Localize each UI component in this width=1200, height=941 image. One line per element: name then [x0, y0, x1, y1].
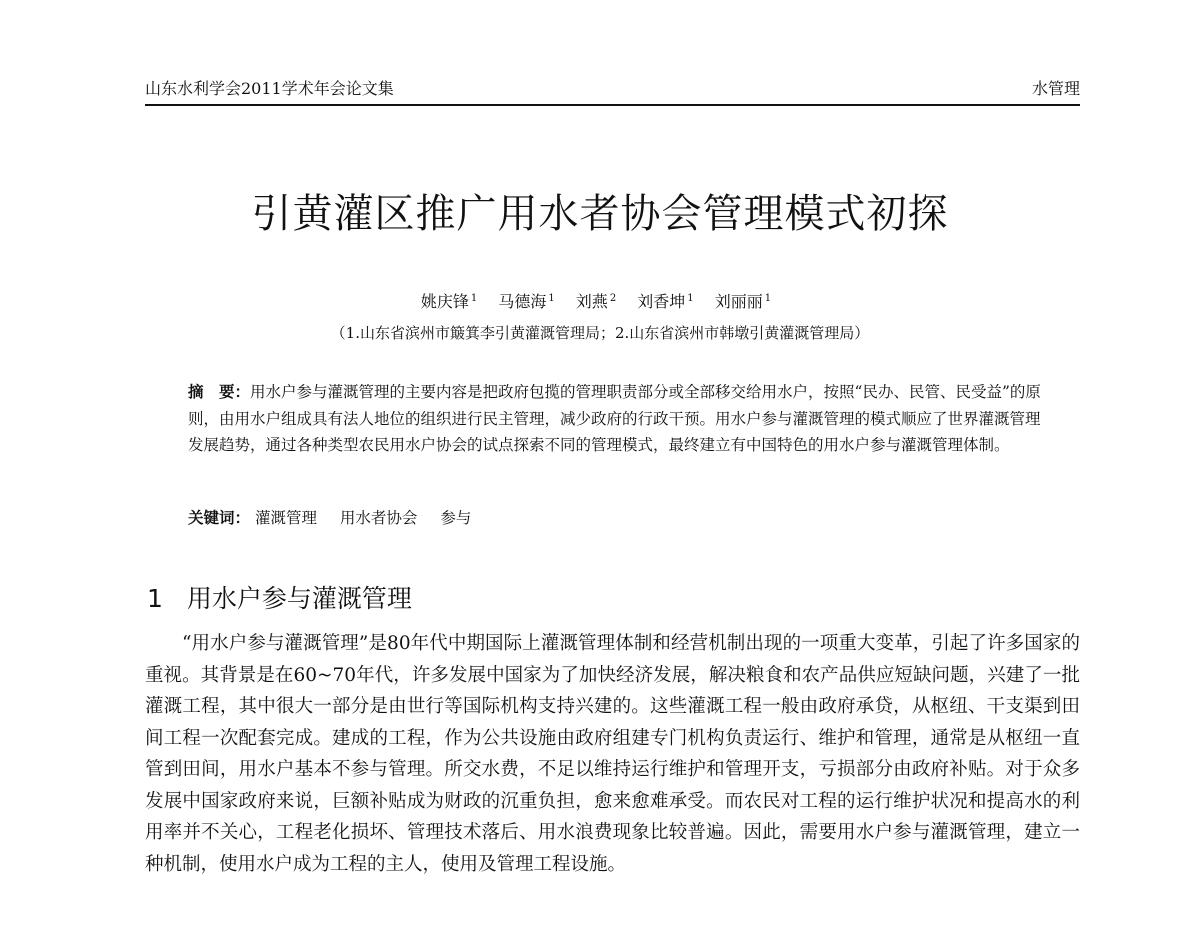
body-text: [145, 628, 1080, 880]
author-affil-mark: 1: [470, 292, 478, 304]
paper-title: 引黄灌区推广用水者协会管理模式初探: [251, 191, 949, 237]
author-name: 姚庆锋: [420, 292, 469, 311]
body-paragraph: “用水户参与灌溉管理”是80年代中期国际上灌溉管理体制和经营机制出现的一项重大变革，引起了许多国家的重视。其背景是在60~70年代，许多发展中国家为了加快经济发展，解决粮食和农产品供应短缺问题，兴建了一批灌溉工程，其中很大一部分是由世行等国际机构支持兴建的。这些灌溉工程一般由政府承贷，从枢纽、干支渠到田间工程一次配套完成。建成的工程，作为公共设施由政府组建专门机构负责运行、维护和管理，通常是从枢纽一直管到田间，用水户基本不参与管理。所交水费，不足以维持运行维护和管理开支，亏损部分由政府补贴。对于众多发展中国家政府来说，巨额补贴成为财政的沉重负担，愈来愈难承受。而农民对工程的运行维护状况和提高水的利用率并不关心，工程老化损坏、管理技术落后、用水浪费现象比较普遍。因此，需要用水户参与灌溉管理，建立一种机制，使用水户成为工程的主人，使用及管理工程设施。: [145, 633, 1080, 875]
author-affil-mark: 1: [687, 292, 694, 304]
section-title: 用水户参与灌溉管理: [186, 584, 412, 613]
author-affil-mark: 1: [764, 292, 772, 304]
author-name: 刘燕: [575, 292, 608, 311]
affiliations: （1.山东省滨州市簸箕李引黄灌溉管理局；2.山东省滨州市韩墩引黄灌溉管理局）: [330, 324, 870, 342]
abstract: [188, 379, 1048, 459]
keywords: [188, 505, 1048, 531]
abstract-label: 摘 要：: [188, 383, 251, 401]
section-heading: [147, 579, 412, 615]
author-name: 马德海: [498, 292, 547, 311]
keyword: 用水者协会: [339, 509, 418, 527]
keyword: 参与: [440, 509, 472, 527]
author-affil-mark: 2: [609, 292, 617, 304]
running-header: [145, 70, 1080, 106]
keyword: 灌溉管理: [254, 509, 317, 527]
author-name: 刘香坤: [637, 292, 686, 311]
proceedings-title: 山东水利学会2011学术年会论文集: [145, 79, 394, 98]
abstract-text: 用水户参与灌溉管理的主要内容是把政府包揽的管理职责部分或全部移交给用水户，按照“民办、民管、民受益”的原则，由用水户组成具有法人地位的组织进行民主管理，减少政府的行政干预。用水户参与灌溉管理的模式顺应了世界灌溉管理发展趋势，通过各种类型农民用水户协会的试点探索不同的管理模式，最终建立有中国特色的用水户参与灌溉管理体制。: [188, 383, 1041, 454]
section-category: 水管理: [1031, 79, 1080, 98]
author-name: 刘丽丽: [714, 292, 763, 311]
author-list: [0, 289, 1200, 312]
section-number: 1: [147, 584, 163, 613]
keywords-label: 关键词：: [188, 509, 251, 527]
author-affil-mark: 1: [548, 292, 555, 304]
